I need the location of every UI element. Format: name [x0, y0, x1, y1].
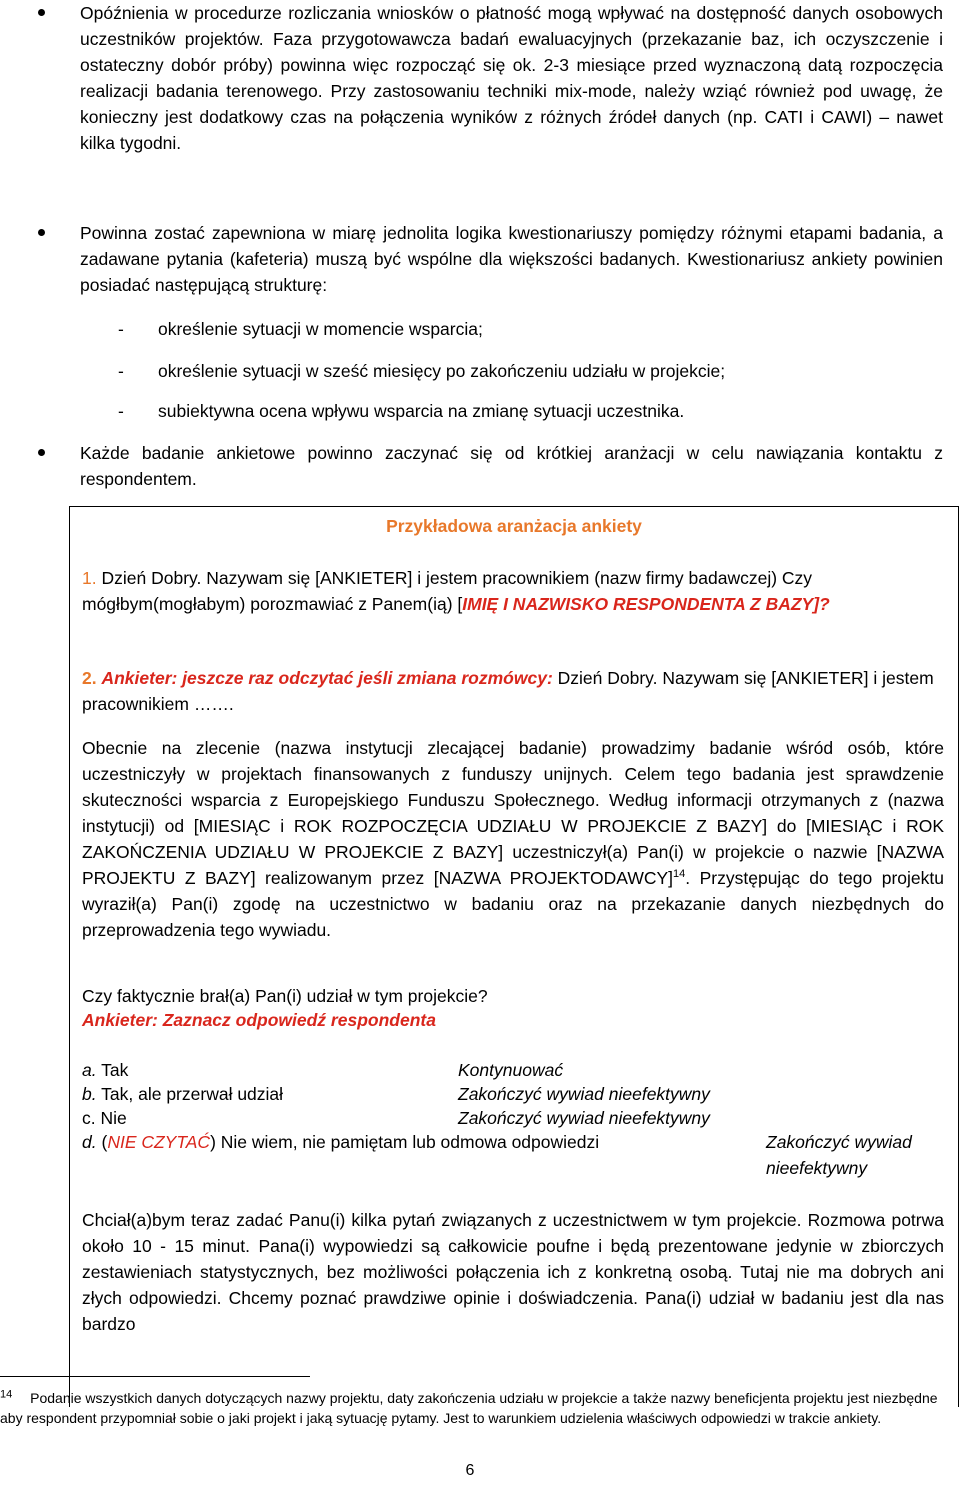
- answer-letter: d.: [82, 1132, 97, 1152]
- list-item: subiektywna ocena wpływu wsparcia na zmianę sytuacji uczestnika.: [158, 401, 685, 421]
- footnote-number: 14: [0, 1388, 13, 1401]
- intro-text-cont: . Przystępując do tego projektu wyraził(a) Pan(i) zgodę na uczestnictwo w badaniu oraz na przekazanie danych niezbędnych do przeprowadzenia tego wywiadu.: [82, 868, 945, 940]
- answer-letter: b.: [82, 1084, 97, 1104]
- list-dash: -: [118, 401, 124, 421]
- answer-label: ) Nie wiem, nie pamiętam lub odmowa odpowiedzi: [210, 1132, 600, 1152]
- footnote-separator: [0, 1376, 310, 1377]
- step-number: 1.: [82, 568, 97, 588]
- footnote: [0, 1388, 944, 1428]
- answer-action: Kontynuować: [458, 1060, 564, 1080]
- script-step-1: [82, 565, 948, 617]
- question: Czy faktycznie brał(a) Pan(i) udział w tym projekcie?: [82, 986, 488, 1006]
- answer-action: Zakończyć wywiad nieefektywny: [458, 1108, 710, 1128]
- example-box: [69, 506, 959, 1407]
- interviewer-instruction: Ankieter: Zaznacz odpowiedź respondenta: [82, 1010, 436, 1030]
- step-red-text: IMIĘ I NAZWISKO RESPONDENTA Z BAZY]?: [462, 594, 830, 614]
- answer-action: [766, 1129, 946, 1181]
- list-dash: -: [118, 361, 124, 381]
- paren: (: [101, 1132, 108, 1152]
- page-number: 6: [465, 1462, 475, 1479]
- list-item: określenie sytuacji w sześć miesięcy po zakończeniu udziału w projekcie;: [158, 361, 726, 381]
- list-item: określenie sytuacji w momencie wsparcia;: [158, 319, 483, 339]
- intro-paragraph: [82, 735, 944, 943]
- answer-label: Tak, ale przerwał udział: [101, 1084, 284, 1104]
- answer-letter: c.: [82, 1108, 96, 1128]
- answer-label: Tak: [101, 1060, 129, 1080]
- bullet-paragraph-1: Opóźnienia w procedurze rozliczania wniosków o płatność mogą wpływać na dostępność danych osobowych uczestników projektów. Faza przygotowawcza badań ewaluacyjnych (przekazanie baz, ich oczyszczenie i ostateczny dobór próby) powinna więc rozpocząć się ok. 2-3 miesiące przed wyznaczoną datą rozpoczęcia realizacji badania terenowego. Przy zastosowaniu techniki mix-mode, należy wziąć również pod uwagę, że konieczny jest dodatkowy czas na połączenia wyników z różnych źródeł danych (np. CATI i CAWI) – nawet kilka tygodni.: [80, 3, 943, 153]
- answer-row: [82, 1057, 128, 1083]
- script-step-2: [82, 665, 948, 717]
- answer-row: [82, 1081, 283, 1107]
- answer-label: Nie: [100, 1108, 127, 1128]
- footnote-ref: 14: [673, 868, 686, 881]
- closing-paragraph: Chciał(a)bym teraz zadać Panu(i) kilka pytań związanych z uczestnictwem w tym projekcie. Rozmowa potrwa około 10 - 15 minut. Pana(i) wypowiedzi są całkowicie poufne i będą prezentowane jedynie w zbiorczych zestawieniach statystycznych, bez możliwości połączenia ich z konkretną osobą. Tutaj nie ma dobrych ani złych odpowiedzi. Chcemy poznać prawdziwe opinie i doświadczenia. Pana(i) udział w badaniu jest dla nas bardzo: [82, 1210, 944, 1334]
- answer-action-text: Zakończyć wywiad nieefektywny: [766, 1132, 912, 1178]
- step-number: 2.: [82, 668, 97, 688]
- answer-row: [82, 1105, 127, 1131]
- intro-text: Obecnie na zlecenie (nazwa instytucji zlecającej badanie) prowadzimy badanie wśród osób, które uczestniczyły w projektach finansowanych z funduszy unijnych. Celem tego badania jest sprawdzenie skuteczności wsparcia z Europejskiego Funduszu Społecznego. Według informacji otrzymanych z (nazwa instytucji) od [MIESIĄC i ROK ROZPOCZĘCIA UDZIAŁU W PROJEKCIE Z BAZY] do [MIESIĄC i ROK ZAKOŃCZENIA UDZIAŁU W PROJEKCIE Z BAZY] uczestniczył(a) Pan(i) w projekcie o nazwie [NAZWA PROJEKTU Z BAZY] realizowanym przez [NAZWA PROJEKTODAWCY]: [82, 738, 944, 888]
- footnote-text: Podanie wszystkich danych dotyczących nazwy projektu, daty zakończenia udziału w projekcie a także nazwy beneficjenta projektu jest niezbędne aby respondent przypomniał sobie o jaki projekt i jaką sytuację pytamy. Jest to warunkiem udzielenia właściwych odpowiedzi w trakcie ankiety.: [0, 1390, 938, 1426]
- step-text: Dzień Dobry. Nazywam się [ANKIETER] i jestem pracownikiem (nazw firmy badawczej) Czy mógłbym(mogłabym) porozmawiać z Panem(ią) [: [82, 568, 813, 614]
- step-text: Dzień Dobry. Nazywam się [ANKIETER] i jestem pracownikiem …….: [82, 668, 934, 714]
- answer-action: Zakończyć wywiad nieefektywny: [458, 1084, 710, 1104]
- list-dash: -: [118, 319, 124, 339]
- do-not-read-label: NIE CZYTAĆ: [107, 1132, 211, 1152]
- bullet-paragraph-2: Powinna zostać zapewniona w miarę jednolita logika kwestionariuszy pomiędzy różnymi etapami badania, a zadawane pytania (kafeteria) muszą być wspólne dla większości badanych. Kwestionariusz ankiety powinien posiadać następującą strukturę:: [80, 223, 943, 295]
- answer-letter: a.: [82, 1060, 97, 1080]
- bullet-paragraph-3: Każde badanie ankietowe powinno zaczynać się od krótkiej aranżacji w celu nawiązania kontaktu z respondentem.: [80, 443, 943, 489]
- step-instruction: Ankieter: jeszcze raz odczytać jeśli zmiana rozmówcy:: [101, 668, 553, 688]
- box-title: Przykładowa aranżacja ankiety: [386, 516, 642, 536]
